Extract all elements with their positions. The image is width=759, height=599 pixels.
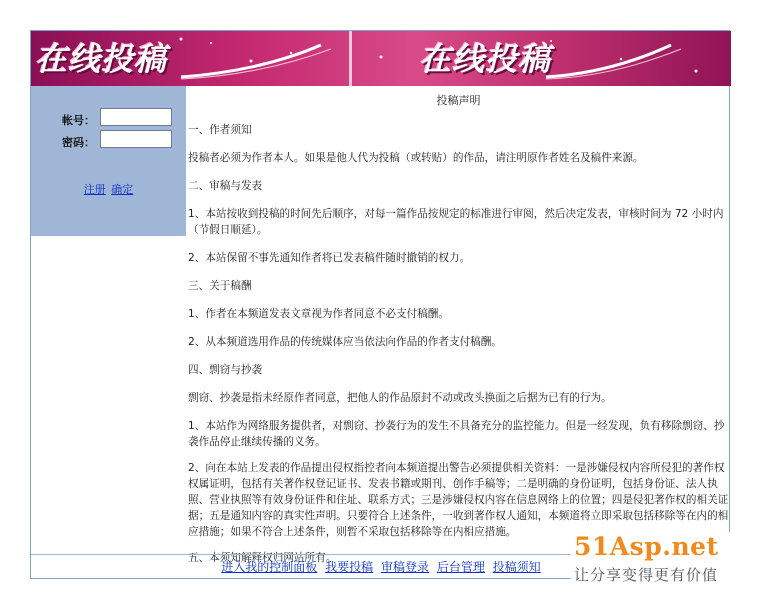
confirm-link[interactable]: 确定 xyxy=(111,183,134,196)
login-panel xyxy=(31,86,186,236)
paragraph: 1、本站按收到投稿的时间先后顺序，对每一篇作品按规定的标准进行审阅，然后决定发表，审核时间为 72 小时内（节假日顺延）。 xyxy=(188,208,724,236)
banner-title-left: 在线投稿 xyxy=(35,40,168,78)
admin-link[interactable]: 后台管理 xyxy=(436,560,485,574)
password-row xyxy=(31,130,186,152)
watermark xyxy=(571,532,751,592)
account-label: 帐号： xyxy=(62,114,95,127)
paragraph: 剽窃、抄袭是指未经原作者同意，把他人的作品原封不动或改头换面之后据为已有的行为。 xyxy=(188,392,612,404)
password-label: 密码： xyxy=(62,136,95,149)
banner-right xyxy=(351,31,731,86)
paragraph: 四、剽窃与抄袭 xyxy=(188,364,263,376)
paragraph: 五、本须知解释权归网站所有。 xyxy=(188,552,337,564)
page-frame xyxy=(30,30,730,579)
control-panel-link[interactable]: 进入我的控制面板 xyxy=(221,560,318,574)
watermark-slogan: 让分享变得更有价值 xyxy=(574,566,719,584)
paragraph: 1、本站作为网络服务提供者，对剽窃、抄袭行为的发生不具备充分的监控能力。但是一经发现，负有移除剽窃、抄袭作品停止继续传播的义务。 xyxy=(188,420,725,448)
account-row xyxy=(31,108,186,130)
paragraph: 1、作者在本频道发表文章视为作者同意不必支付稿酬。 xyxy=(188,308,449,320)
paragraph: 二、审稿与发表 xyxy=(188,180,263,192)
submit-article-link[interactable]: 我要投稿 xyxy=(325,560,374,574)
paragraph: 2、本站保留不事先通知作者将已发表稿件随时撤销的权力。 xyxy=(188,252,471,264)
paragraph: 一、作者须知 xyxy=(188,124,252,136)
paragraph: 2、从本频道选用作品的传统媒体应当依法向作品的作者支付稿酬。 xyxy=(188,336,502,348)
password-input[interactable] xyxy=(100,130,172,148)
banner xyxy=(31,31,731,86)
watermark-logo: 51Asp.net xyxy=(574,532,719,561)
paragraph: 三、关于稿酬 xyxy=(188,280,252,292)
banner-title-right: 在线投稿 xyxy=(419,40,552,78)
banner-left xyxy=(31,31,349,86)
content-title: 投稿声明 xyxy=(436,94,481,107)
submission-statement xyxy=(186,86,731,564)
account-input[interactable] xyxy=(100,108,172,126)
reviewer-login-link[interactable]: 审稿登录 xyxy=(380,560,429,574)
paragraph: 投稿者必须为作者本人。如果是他人代为投稿（或转贴）的作品，请注明原作者姓名及稿件来源。 xyxy=(188,152,644,164)
paragraph: 2、向在本站上发表的作品提出侵权指控者向本频道提出警告必须提供相关资料：一是涉嫌侵权内容所侵犯的著作权权属证明，包括有关著作权登记证书、发表书籍或期刊、创作手稿等；二是明确的身份证明，包括身份证、法人执照、营业执照等有效身份证件和住址、联系方式；三是涉嫌侵权内容在信息网络上的位置；四是侵犯著作权的相关证据；五是通知内容的真实性声明。只要符合上述条件，一收到著作权人通知，本频道将立即采取包括移除等在内的相应措施；如果不符合上述条件，则暂不采取包括移除等在内相应措施。 xyxy=(188,462,729,538)
submission-guide-link[interactable]: 投稿须知 xyxy=(492,560,541,574)
register-link[interactable]: 注册 xyxy=(83,183,106,196)
login-links xyxy=(31,181,186,197)
